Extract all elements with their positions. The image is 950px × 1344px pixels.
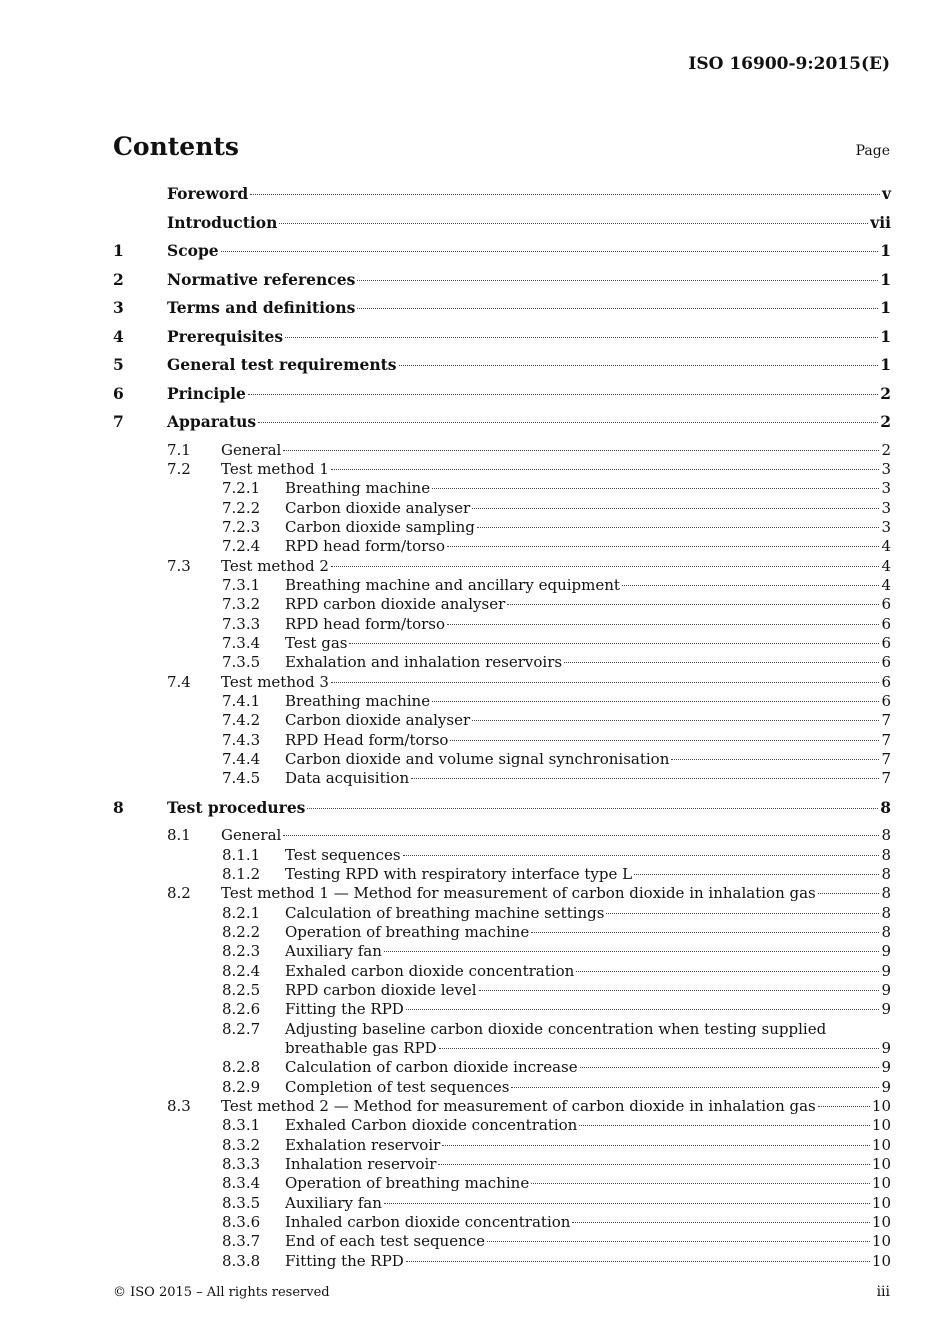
toc-entry-number: 8.1.2 (222, 864, 261, 883)
toc-entry-page: 10 (871, 1232, 891, 1251)
toc-leader-dots (285, 337, 878, 338)
toc-leader-dots (248, 394, 878, 395)
toc-leader-dots (477, 527, 880, 528)
toc-entry-title: Test method 2 — Method for measurement of carbon dioxide in inhalation gas (221, 1097, 816, 1115)
toc-entry-page: 7 (881, 730, 891, 749)
toc-leader-dots (580, 1067, 880, 1068)
toc-entry-title: Carbon dioxide sampling (285, 517, 475, 536)
toc-entry-page: 10 (871, 1251, 891, 1270)
toc-entry-page: 7 (881, 769, 891, 788)
toc-entry-title: Introduction (167, 212, 278, 232)
toc-leader-dots (818, 893, 880, 894)
toc-entry-title: RPD head form/torso (285, 614, 446, 633)
toc-leader-dots (439, 1048, 880, 1049)
toc-entry-number: 8.3.1 (222, 1116, 261, 1135)
toc-entry[interactable] (113, 576, 891, 595)
toc-entry[interactable] (113, 942, 891, 961)
toc-entry[interactable] (113, 1039, 891, 1058)
toc-entry-number: 8.2.6 (222, 1000, 261, 1019)
toc-entry-title: Breathing machine (285, 479, 431, 498)
toc-entry[interactable] (113, 1213, 891, 1232)
toc-entry[interactable] (113, 1000, 891, 1019)
toc-leader-dots (579, 1125, 870, 1126)
toc-leader-dots (564, 662, 879, 663)
toc-entry-number: 7.2.1 (222, 479, 261, 498)
toc-entry[interactable] (113, 981, 891, 1000)
toc-entry-title: Completion of test sequences (285, 1077, 510, 1096)
toc-entry[interactable] (113, 923, 891, 942)
toc-leader-dots (818, 1106, 870, 1107)
toc-entry[interactable] (113, 241, 891, 270)
toc-entry-page: 7 (881, 750, 891, 768)
toc-entry[interactable] (113, 884, 891, 903)
toc-entry[interactable] (113, 1174, 891, 1193)
toc-entry[interactable] (113, 1232, 891, 1251)
toc-entry-title: Carbon dioxide analyser (285, 498, 471, 517)
toc-entry-title: Carbon dioxide analyser (285, 711, 471, 730)
toc-entry-title: Test gas (285, 633, 348, 652)
toc-entry-number: 8.2.2 (222, 922, 261, 941)
toc-leader-dots (331, 682, 880, 683)
toc-entry[interactable] (113, 384, 891, 413)
toc-entry-number: 8.2.4 (222, 961, 261, 980)
toc-entry[interactable] (113, 615, 891, 634)
toc-entry-page: vii (870, 212, 891, 232)
toc-entry-page: 6 (881, 595, 891, 614)
toc-entry-title: Test method 1 (221, 459, 329, 478)
toc-entry-title: Prerequisites (167, 326, 284, 346)
toc-leader-dots (283, 450, 879, 451)
toc-entry-page: 1 (880, 241, 891, 260)
toc-leader-dots (531, 932, 879, 933)
toc-entry-number: 8.2.1 (222, 903, 261, 922)
toc-entry[interactable] (113, 479, 891, 498)
toc-entry[interactable] (113, 412, 891, 441)
table-of-contents (113, 184, 891, 1271)
toc-entry-page: 9 (881, 1038, 891, 1057)
toc-entry[interactable] (113, 1194, 891, 1213)
toc-entry-title: RPD carbon dioxide analyser (285, 595, 506, 614)
toc-entry-title: Inhaled carbon dioxide concentration (285, 1213, 571, 1232)
toc-entry-title: Carbon dioxide and volume signal synchronisation (285, 750, 670, 768)
toc-entry-number: 8.2 (167, 884, 191, 903)
toc-leader-dots (634, 874, 879, 875)
toc-entry-title: Foreword (167, 184, 249, 203)
toc-entry-number: 7 (113, 412, 124, 431)
toc-entry[interactable] (113, 595, 891, 614)
toc-entry-title: End of each test sequence (285, 1232, 486, 1251)
toc-entry-title: Operation of breathing machine (285, 1174, 530, 1193)
toc-leader-dots (399, 365, 879, 366)
toc-entry-number: 8.1.1 (222, 845, 261, 864)
toc-leader-dots (487, 1241, 870, 1242)
toc-entry[interactable] (113, 557, 891, 576)
toc-entry[interactable] (113, 962, 891, 981)
toc-leader-dots (384, 951, 880, 952)
toc-entry[interactable] (113, 1058, 891, 1077)
toc-entry-number: 8.1 (167, 826, 191, 845)
toc-entry-title: Auxiliary fan (285, 1193, 382, 1212)
toc-entry-title: Test procedures (167, 797, 306, 817)
toc-entry-number: 8.3 (167, 1097, 191, 1115)
toc-entry[interactable] (113, 1078, 891, 1097)
toc-entry[interactable] (113, 355, 891, 384)
toc-entry[interactable] (113, 1136, 891, 1155)
toc-entry-page: 10 (871, 1213, 891, 1232)
toc-entry[interactable] (113, 327, 891, 356)
toc-entry-title: Scope (167, 241, 219, 260)
toc-leader-dots (307, 808, 878, 809)
toc-leader-dots (357, 308, 878, 309)
toc-entry-page: 4 (881, 537, 891, 556)
toc-entry-page: 2 (880, 383, 891, 403)
document-id: ISO 16900-9:2015(E) (688, 54, 890, 74)
toc-entry-title: Inhalation reservoir (285, 1155, 437, 1174)
toc-entry-number: 7.3.4 (222, 633, 261, 652)
toc-entry-number: 7.1 (167, 440, 191, 459)
toc-entry-number: 7.2 (167, 459, 191, 478)
toc-entry-title: Normative references (167, 269, 356, 289)
toc-entry-title: Fitting the RPD (285, 1251, 404, 1270)
toc-entry[interactable] (113, 692, 891, 711)
toc-entry[interactable] (113, 731, 891, 750)
toc-leader-dots (438, 1164, 869, 1165)
toc-entry-page: 2 (880, 412, 891, 431)
toc-entry-title: Test sequences (285, 845, 401, 864)
toc-entry-number: 8.2.9 (222, 1077, 261, 1096)
toc-leader-dots (447, 624, 879, 625)
toc-entry-title: Breathing machine (285, 691, 431, 710)
toc-leader-dots (507, 604, 879, 605)
toc-entry[interactable] (113, 441, 891, 460)
toc-entry-page: 8 (881, 884, 891, 903)
toc-entry-title: General (221, 440, 282, 459)
toc-entry-page: 6 (881, 691, 891, 710)
toc-entry-number: 4 (113, 326, 124, 346)
toc-entry-title: breathable gas RPD (285, 1038, 437, 1057)
toc-entry-number: 8.2.3 (222, 942, 261, 961)
toc-entry[interactable] (113, 499, 891, 518)
toc-leader-dots (258, 422, 878, 423)
toc-entry-number: 8.3.8 (222, 1251, 261, 1270)
toc-entry-title: Calculation of breathing machine settings (285, 903, 605, 922)
toc-entry[interactable] (113, 750, 891, 769)
toc-entry-title: RPD head form/torso (285, 537, 446, 556)
toc-entry-title: Calculation of carbon dioxide increase (285, 1058, 578, 1077)
toc-entry-number: 7.2.3 (222, 517, 261, 536)
toc-leader-dots (406, 1261, 870, 1262)
toc-leader-dots (283, 835, 879, 836)
toc-entry-title: Apparatus (167, 412, 257, 431)
toc-entry[interactable] (113, 634, 891, 653)
toc-entry-page: 10 (871, 1135, 891, 1154)
toc-entry[interactable] (113, 673, 891, 692)
toc-entry[interactable] (113, 711, 891, 730)
toc-entry-title: Principle (167, 383, 246, 403)
toc-leader-dots (576, 971, 879, 972)
toc-entry-page: 8 (880, 797, 891, 817)
page-column-label: Page (855, 143, 890, 159)
toc-leader-dots (411, 778, 879, 779)
toc-leader-dots (406, 1009, 880, 1010)
toc-entry-page: 9 (881, 1000, 891, 1019)
toc-entry[interactable] (113, 518, 891, 537)
toc-entry-page: 10 (871, 1193, 891, 1212)
toc-entry-page: 9 (881, 961, 891, 980)
toc-entry-title: Data acquisition (285, 769, 410, 788)
toc-entry[interactable] (113, 184, 891, 213)
toc-leader-dots (384, 1203, 870, 1204)
toc-entry-number: 8.3.3 (222, 1155, 261, 1174)
toc-entry[interactable] (113, 769, 891, 788)
toc-entry-number: 7.4.2 (222, 711, 261, 730)
toc-leader-dots (349, 643, 879, 644)
toc-leader-dots (279, 223, 868, 224)
toc-entry-number: 8 (113, 797, 124, 817)
toc-leader-dots (671, 759, 879, 760)
toc-entry-page: 9 (881, 980, 891, 999)
toc-leader-dots (432, 701, 879, 702)
toc-entry-title: Breathing machine and ancillary equipment (285, 575, 620, 594)
toc-entry[interactable] (113, 1155, 891, 1174)
toc-entry-page: 3 (881, 517, 891, 536)
toc-entry-page: 4 (881, 575, 891, 594)
toc-leader-dots (472, 720, 879, 721)
toc-leader-dots (447, 546, 879, 547)
toc-entry-number: 6 (113, 383, 124, 403)
toc-entry[interactable] (113, 298, 891, 327)
toc-leader-dots (572, 1222, 869, 1223)
toc-entry-number: 5 (113, 355, 124, 374)
toc-entry-title: Terms and definitions (167, 298, 356, 317)
toc-entry-title: Exhalation and inhalation reservoirs (285, 653, 563, 672)
toc-entry[interactable] (113, 1116, 891, 1135)
toc-entry[interactable] (113, 537, 891, 556)
toc-entry-number: 3 (113, 298, 124, 317)
toc-entry-page: v (881, 184, 891, 203)
toc-entry-title: Exhalation reservoir (285, 1135, 441, 1154)
toc-entry-page: 10 (871, 1116, 891, 1135)
toc-entry-title: General (221, 826, 282, 845)
toc-entry-page: 8 (881, 826, 891, 845)
toc-entry-page: 1 (880, 269, 891, 289)
toc-entry-number: 7.3.3 (222, 614, 261, 633)
toc-entry-title: Test method 1 — Method for measurement of carbon dioxide in inhalation gas (221, 884, 816, 903)
toc-entry-page: 10 (871, 1174, 891, 1193)
toc-leader-dots (450, 740, 879, 741)
toc-entry-number: 8.2.8 (222, 1058, 261, 1077)
toc-entry-number: 2 (113, 269, 124, 289)
toc-leader-dots (331, 469, 880, 470)
toc-leader-dots (357, 280, 878, 281)
toc-entry-title: Test method 2 (221, 556, 329, 575)
toc-entry[interactable] (113, 798, 891, 827)
toc-entry-number: 7.3.1 (222, 575, 261, 594)
footer-page-number: iii (876, 1284, 890, 1300)
toc-entry[interactable] (113, 653, 891, 672)
toc-entry-page: 8 (881, 845, 891, 864)
toc-leader-dots (403, 855, 880, 856)
toc-leader-dots (479, 990, 880, 991)
toc-entry-page: 8 (881, 922, 891, 941)
toc-leader-dots (511, 1087, 879, 1088)
toc-entry-title: Exhaled carbon dioxide concentration (285, 961, 575, 980)
toc-entry-page: 6 (881, 653, 891, 672)
toc-entry-page: 10 (871, 1155, 891, 1174)
toc-leader-dots (221, 251, 879, 252)
toc-entry-page: 1 (880, 355, 891, 374)
toc-leader-dots (331, 566, 880, 567)
toc-entry-page: 6 (881, 672, 891, 691)
toc-entry-page: 1 (880, 326, 891, 346)
toc-entry-number: 7.3 (167, 556, 191, 575)
toc-entry-number: 7.4 (167, 672, 191, 691)
toc-entry-page: 9 (881, 1077, 891, 1096)
toc-leader-dots (622, 585, 880, 586)
toc-entry-number: 7.3.2 (222, 595, 261, 614)
toc-entry-title: Operation of breathing machine (285, 922, 530, 941)
toc-entry-number: 8.3.5 (222, 1193, 261, 1212)
toc-leader-dots (606, 913, 879, 914)
toc-entry-title: Adjusting baseline carbon dioxide concentration when testing supplied (285, 1019, 827, 1038)
toc-entry-number: 7.4.3 (222, 730, 261, 749)
toc-entry-number: 8.3.2 (222, 1135, 261, 1154)
toc-entry-page: 2 (881, 440, 891, 459)
toc-entry-page: 3 (881, 479, 891, 498)
toc-entry-number: 7.2.2 (222, 498, 261, 517)
toc-entry[interactable] (113, 904, 891, 923)
toc-entry-page: 3 (881, 459, 891, 478)
toc-entry-number: 8.3.4 (222, 1174, 261, 1193)
toc-entry-page: 9 (881, 1058, 891, 1077)
toc-entry[interactable] (113, 826, 891, 845)
toc-entry-title: Auxiliary fan (285, 942, 382, 961)
toc-entry-page: 6 (881, 614, 891, 633)
toc-entry-number: 8.2.5 (222, 980, 261, 999)
toc-entry[interactable] (113, 460, 891, 479)
toc-leader-dots (531, 1183, 870, 1184)
toc-entry-page: 7 (881, 711, 891, 730)
toc-entry-number: 1 (113, 241, 124, 260)
toc-leader-dots (250, 194, 880, 195)
toc-entry-number: 8.3.6 (222, 1213, 261, 1232)
toc-entry-title: Exhaled Carbon dioxide concentration (285, 1116, 578, 1135)
toc-entry-number: 7.2.4 (222, 537, 261, 556)
toc-entry-title: General test requirements (167, 355, 397, 374)
toc-entry-title: RPD carbon dioxide level (285, 980, 477, 999)
toc-entry-number: 8.3.7 (222, 1232, 261, 1251)
toc-entry-number: 7.4.4 (222, 750, 261, 768)
toc-entry-title: Test method 3 (221, 672, 329, 691)
toc-entry-page: 6 (881, 633, 891, 652)
toc-entry-number: 8.2.7 (222, 1019, 261, 1038)
toc-entry-page: 3 (881, 498, 891, 517)
toc-entry-page: 8 (881, 864, 891, 883)
toc-entry-number: 7.4.1 (222, 691, 261, 710)
toc-entry-title: Testing RPD with respiratory interface type L (285, 864, 633, 883)
toc-entry[interactable] (113, 1252, 891, 1271)
toc-entry[interactable] (113, 1020, 891, 1039)
toc-leader-dots (442, 1145, 870, 1146)
toc-leader-dots (472, 508, 879, 509)
toc-entry-title: RPD Head form/torso (285, 730, 449, 749)
toc-entry[interactable] (113, 213, 891, 242)
toc-entry[interactable] (113, 846, 891, 865)
toc-entry[interactable] (113, 1097, 891, 1116)
contents-title: Contents (113, 132, 240, 161)
toc-entry[interactable] (113, 865, 891, 884)
toc-entry-number: 7.3.5 (222, 653, 261, 672)
toc-entry-number: 7.4.5 (222, 769, 261, 788)
toc-entry-title: Fitting the RPD (285, 1000, 404, 1019)
toc-entry-page: 9 (881, 942, 891, 961)
toc-entry-page: 4 (881, 556, 891, 575)
footer-copyright: © ISO 2015 – All rights reserved (113, 1285, 330, 1300)
toc-entry-page: 8 (881, 903, 891, 922)
toc-entry[interactable] (113, 270, 891, 299)
toc-leader-dots (432, 488, 879, 489)
toc-entry-page: 10 (871, 1097, 891, 1115)
toc-entry-page: 1 (880, 298, 891, 317)
